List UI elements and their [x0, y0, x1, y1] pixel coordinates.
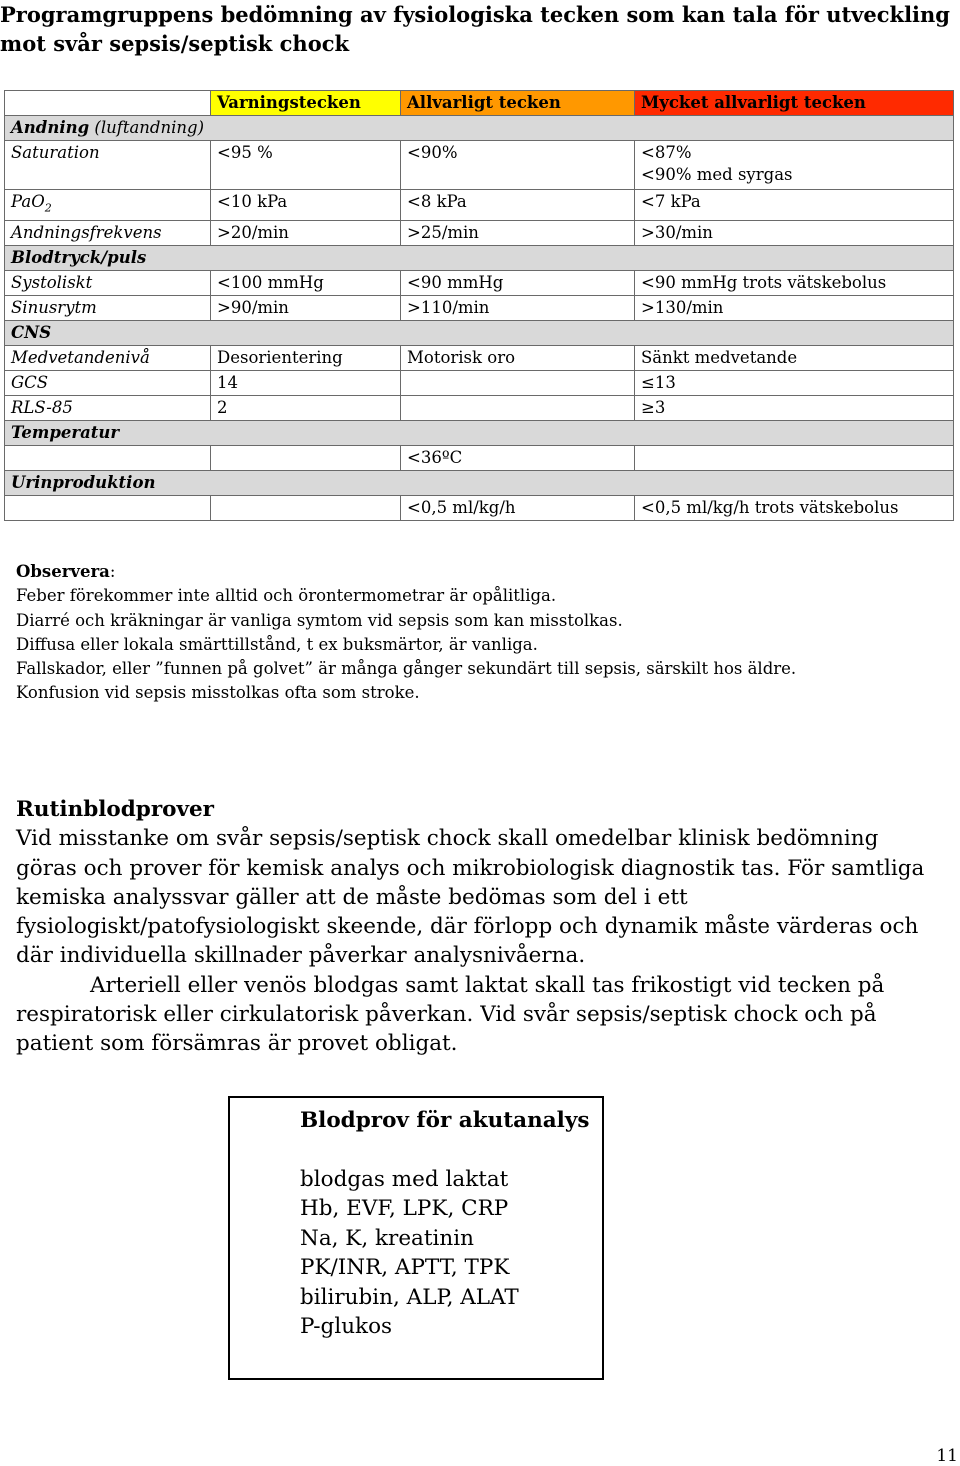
- box-item: PK/INR, APTT, TPK: [300, 1255, 510, 1280]
- header-very-serious: Mycket allvarligt tecken: [635, 91, 954, 116]
- rutin-title: Rutinblodprover: [16, 797, 215, 822]
- cell-very-serious: ≤13: [635, 371, 954, 396]
- row-label: GCS: [5, 371, 211, 396]
- section-name: Andning: [11, 118, 90, 137]
- section-row-blodtryck: [5, 246, 954, 271]
- cell-serious: <0,5 ml/kg/h: [401, 496, 635, 521]
- row-label: [5, 190, 211, 221]
- cell-serious: >110/min: [401, 296, 635, 321]
- table-row: [5, 271, 954, 296]
- row-label: Saturation: [5, 141, 211, 190]
- section-label-cns: CNS: [5, 321, 954, 346]
- cell-very-serious: <0,5 ml/kg/h trots vätskebolus: [635, 496, 954, 521]
- header-warning: Varningstecken: [211, 91, 401, 116]
- header-empty-cell: [5, 91, 211, 116]
- row-label: Andningsfrekvens: [5, 221, 211, 246]
- row-label: [5, 446, 211, 471]
- observera-line: Fallskador, eller ”funnen på golvet” är många gånger sekundärt till sepsis, särskilt hos äldre.: [16, 659, 797, 679]
- row-label: [5, 496, 211, 521]
- observera-heading: [16, 560, 946, 584]
- cell-very-serious: >130/min: [635, 296, 954, 321]
- cell-very-serious: [635, 141, 954, 190]
- header-serious: Allvarligt tecken: [401, 91, 635, 116]
- label-text: PaO: [11, 192, 45, 211]
- section-row-temperatur: [5, 421, 954, 446]
- table-row: [5, 346, 954, 371]
- sepsis-signs-table: [4, 90, 954, 521]
- cell-warning: <100 mmHg: [211, 271, 401, 296]
- cell-warning: 2: [211, 396, 401, 421]
- cell-very-serious: Sänkt medvetande: [635, 346, 954, 371]
- table-row: [5, 190, 954, 221]
- observera-line: Diffusa eller lokala smärttillstånd, t ex buksmärtor, är vanliga.: [16, 634, 538, 654]
- cell-very-serious: ≥3: [635, 396, 954, 421]
- table-row: [5, 396, 954, 421]
- box-item: bilirubin, ALP, ALAT: [300, 1284, 519, 1310]
- observera-line: Diarré och kräkningar är vanliga symtom vid sepsis som kan misstolkas.: [16, 610, 623, 630]
- akutanalys-box: [228, 1096, 604, 1380]
- cell-serious: [401, 371, 635, 396]
- cell-serious: [401, 396, 635, 421]
- observera-section: [16, 560, 946, 706]
- cell-serious: Motorisk oro: [401, 346, 635, 371]
- cell-serious: <90 mmHg: [401, 271, 635, 296]
- box-title: Blodprov för akutanalys: [300, 1108, 590, 1133]
- section-row-cns: [5, 321, 954, 346]
- section-label-temperatur: Temperatur: [5, 421, 954, 446]
- cell-warning: >90/min: [211, 296, 401, 321]
- cell-warning: Desorientering: [211, 346, 401, 371]
- page-heading: Programgruppens bedömning av fysiologiska tecken som kan tala för utveckling mot svår sepsis/septisk chock: [0, 2, 950, 56]
- cell-very-serious: <7 kPa: [635, 190, 954, 221]
- cell-warning: [211, 496, 401, 521]
- rutin-paragraph-2: Arteriell eller venös blodgas samt laktat skall tas frikostigt vid tecken på respiratorisk eller cirkulatorisk påverkan. Vid svår sepsis/septisk chock och på patient som försämras är provet obligat.: [16, 972, 885, 1057]
- observera-colon: :: [109, 562, 116, 581]
- table-row: [5, 221, 954, 246]
- row-label: RLS-85: [5, 396, 211, 421]
- cell-warning: [211, 446, 401, 471]
- cell-line: <87%: [641, 143, 692, 162]
- observera-line: Konfusion vid sepsis misstolkas ofta som stroke.: [16, 683, 420, 703]
- section-row-urin: [5, 471, 954, 496]
- observera-title: Observera: [16, 562, 110, 581]
- observera-line: Feber förekommer inte alltid och örontermometrar är opålitliga.: [16, 586, 557, 606]
- cell-very-serious: <90 mmHg trots vätskebolus: [635, 271, 954, 296]
- cell-warning: >20/min: [211, 221, 401, 246]
- label-subscript: 2: [44, 201, 52, 215]
- section-row-andning: [5, 116, 954, 141]
- box-item: Hb, EVF, LPK, CRP: [300, 1196, 509, 1221]
- table-header-row: [5, 91, 954, 116]
- cell-very-serious: >30/min: [635, 221, 954, 246]
- table-row: [5, 496, 954, 521]
- cell-warning: <95 %: [211, 141, 401, 190]
- rutin-paragraph-1: Vid misstanke om svår sepsis/septisk chock skall omedelbar klinisk bedömning göras och prover för kemisk analys och mikrobiologisk diagnostik tas. För samtliga kemiska analyssvar gäller att de måste bedömas som del i ett fysiologiskt/patofysiologiskt skeende, där förlopp och dynamik måste värderas och där individuella skillnader påverkar analysnivåerna.: [16, 826, 925, 969]
- box-item: blodgas med laktat: [300, 1166, 509, 1192]
- cell-serious: >25/min: [401, 221, 635, 246]
- section-label-blodtryck: Blodtryck/puls: [5, 246, 954, 271]
- cell-serious: <36ºC: [401, 446, 635, 471]
- row-label: Sinusrytm: [5, 296, 211, 321]
- row-label: Medvetandenivå: [5, 346, 211, 371]
- cell-warning: <10 kPa: [211, 190, 401, 221]
- page-number: 11: [936, 1446, 958, 1466]
- table-row: [5, 296, 954, 321]
- table-row: [5, 446, 954, 471]
- cell-line: <90% med syrgas: [641, 165, 793, 184]
- box-item: P-glukos: [300, 1314, 393, 1339]
- row-label: Systoliskt: [5, 271, 211, 296]
- section-label-andning: [5, 116, 954, 141]
- table-row: [5, 371, 954, 396]
- cell-serious: <8 kPa: [401, 190, 635, 221]
- rutinblodprover-section: [16, 795, 946, 1059]
- section-label-urin: Urinproduktion: [5, 471, 954, 496]
- cell-warning: 14: [211, 371, 401, 396]
- cell-serious: <90%: [401, 141, 635, 190]
- cell-very-serious: [635, 446, 954, 471]
- box-item: Na, K, kreatinin: [300, 1225, 474, 1251]
- table-row: [5, 141, 954, 190]
- section-suffix: (luftandning): [89, 118, 205, 137]
